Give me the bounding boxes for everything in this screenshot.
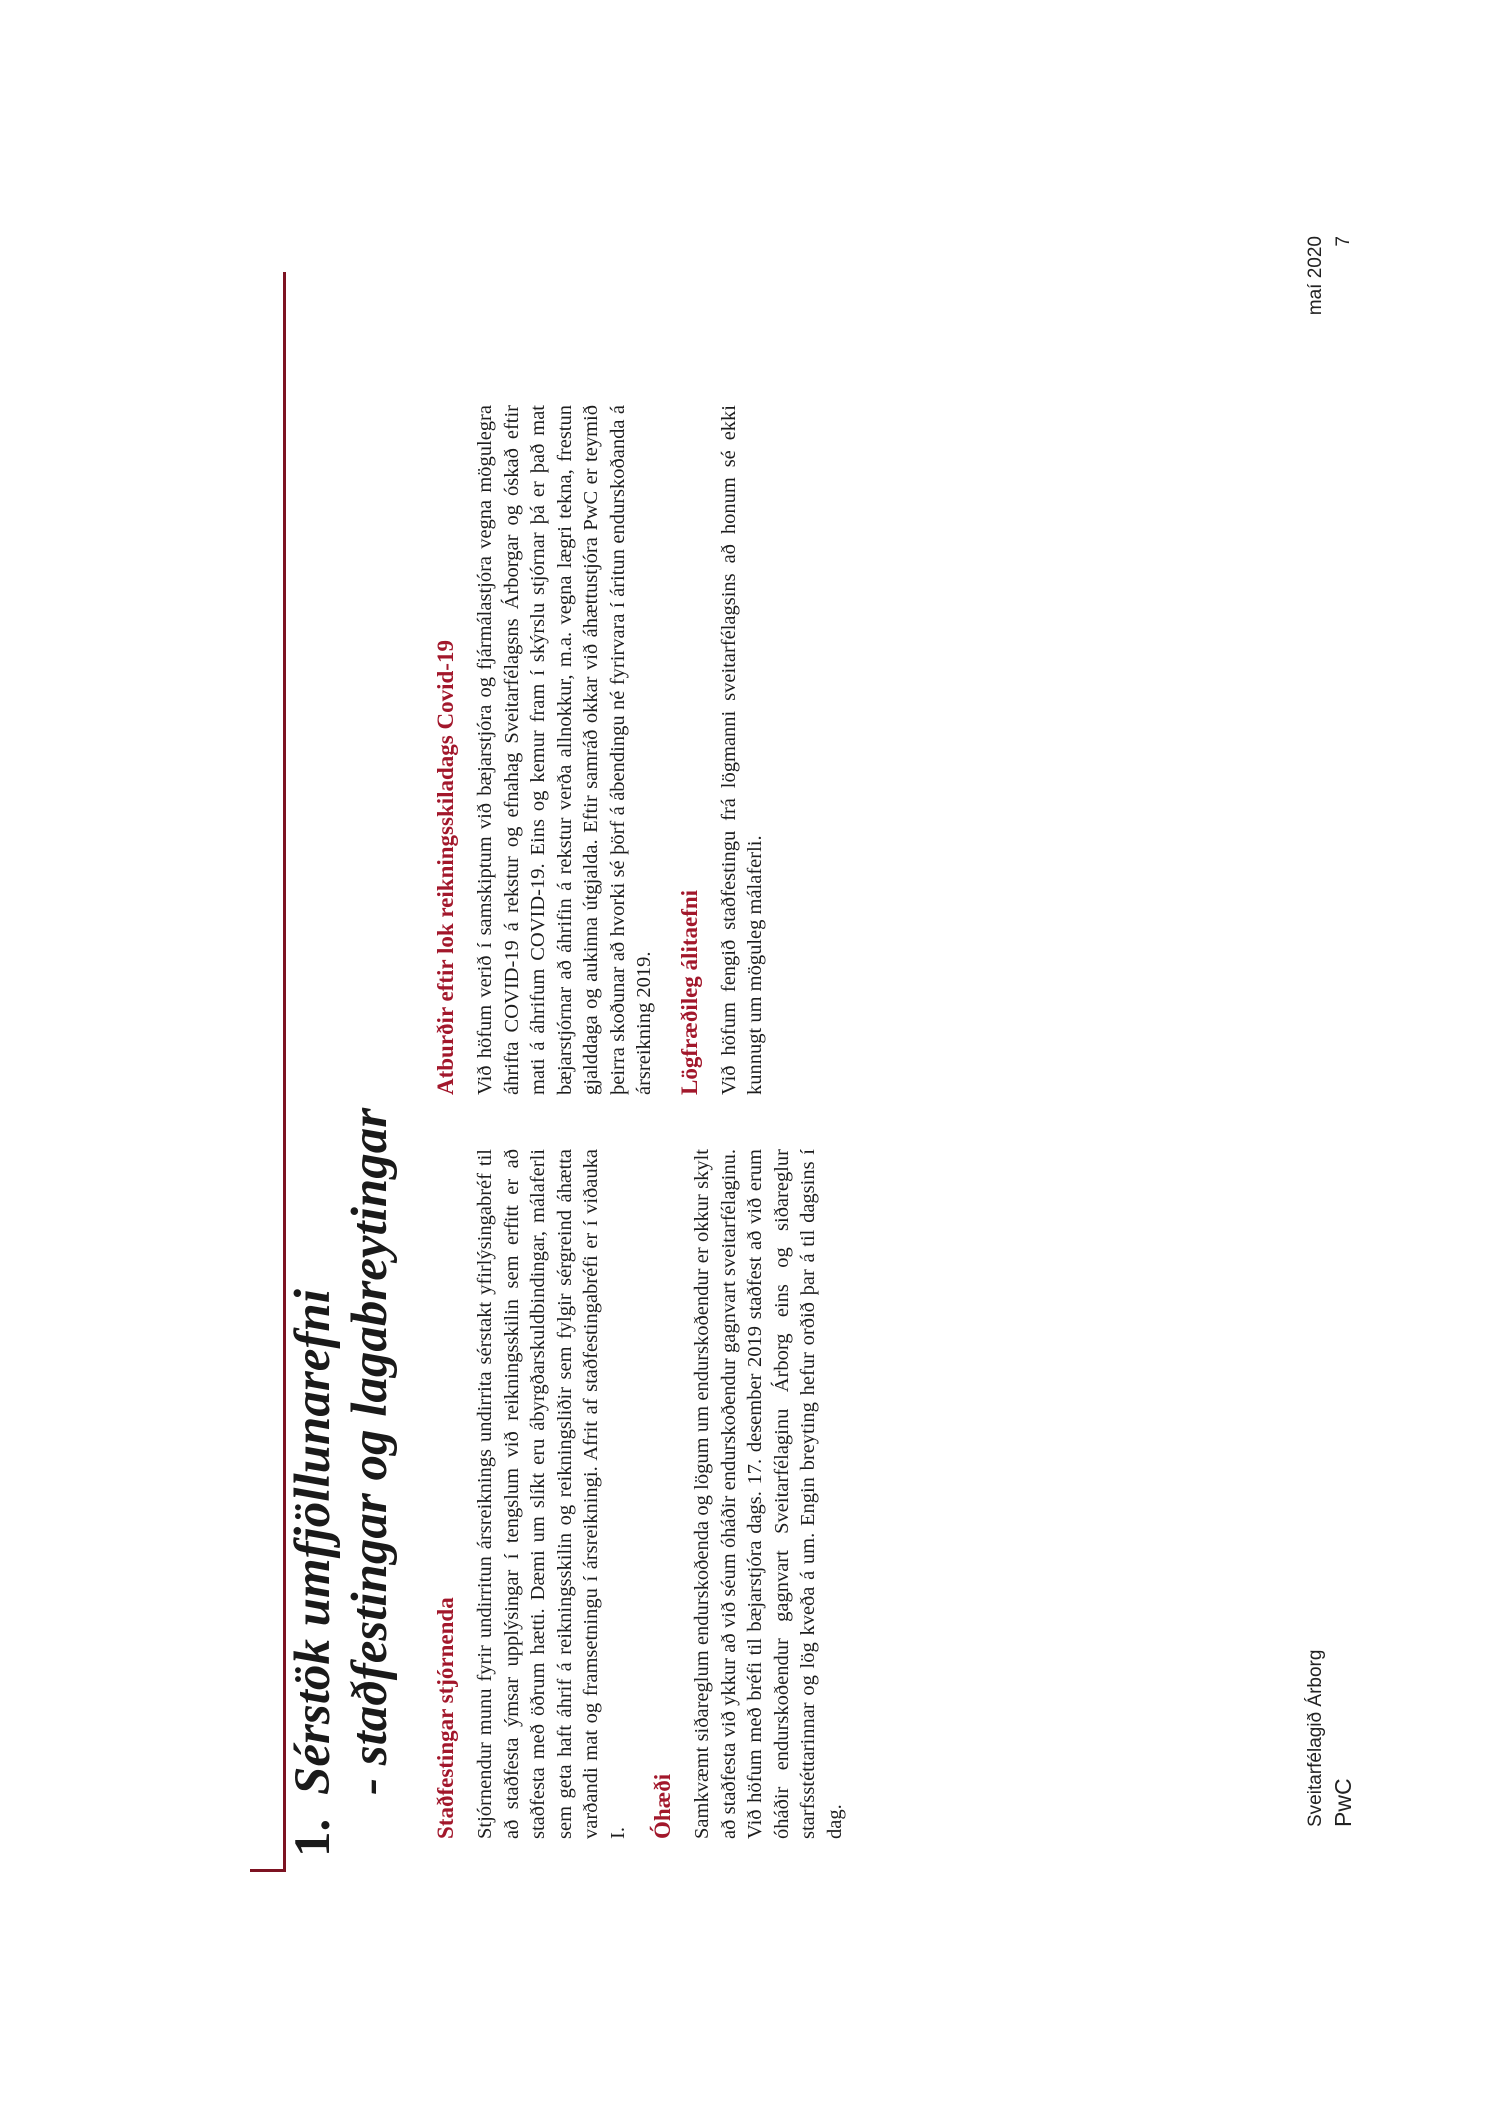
section-body-independence: Samkvæmt siðareglum endurskoðenda og lögum um endurskoðendur er okkur skylt að staðfesta við ykkur að við séum óháðir endurskoðendur gagnvart sveitarfélaginu. Við höfum með bréfi til bæjarstjóra dags. 17. desember 2019 staðfest að við erum óháðir endurskoðendur gagnvart Sveitarfélaginu Árborg eins og siðareglur starfsstéttarinnar og lög kveða á um. Engin breyting hefur orðið þar á til dagsins í dag. (691, 1149, 846, 1839)
section-heading-subsequent-events: Atburðir eftir lok reikningsskiladags Covid-19 (433, 640, 458, 1095)
left-column (432, 1149, 866, 1839)
section-body-legal-matters: Við höfum fengið staðfestingu frá lögmanni sveitarfélagsins að honum sé ekki kunnugt um möguleg málaferli. (717, 405, 766, 1095)
section-heading-legal-matters: Lögfræðileg álitaefni (676, 889, 702, 1095)
title-rule-vertical (250, 1869, 286, 1872)
footer-date: maí 2020 (1305, 236, 1326, 316)
page-title (285, 1108, 399, 1857)
footer-firm: PwC (1330, 1778, 1356, 1827)
page-number: 7 (1333, 236, 1354, 247)
section-heading-independence: Óhæði (650, 1773, 675, 1839)
footer-client: Sveitarfélagið Árborg (1305, 1649, 1326, 1827)
title-line-2: - staðfestingar og lagabreytingar (342, 1107, 398, 1795)
title-line-1: Sérstök umfjöllunarefni (285, 1289, 341, 1795)
right-column (432, 405, 787, 1095)
section-body-subsequent-events: Við höfum verið í samskiptum við bæjarstjóra og fjármálastjóra vegna mögulegra áhrifta COVID-19 á rekstur og efnahag Sveitarfélagsns Árborgar og óskað eftir mati á áhrifum COVID-19. Eins og kemur fram í skýrslu stjórnar þá er það mat bæjarstjórnar að áhrifin á rekstur verða allnokkur, m.a. vegna lægri tekna, frestun gjalddaga og aukinna útgjalda. Eftir samráð okkar við áhættustjóra PwC er teymið þeirra skoðunar að hvorki sé þörf á ábendingu né fyrirvara í áritun endurskoðanda á ársreikning 2019. (474, 405, 655, 1095)
section-heading-management-confirmations: Staðfestingar stjórnenda (433, 1597, 458, 1839)
title-number: 1. (285, 1818, 341, 1857)
section-body-management-confirmations: Stjórnendur munu fyrir undirritun ársreiknings undirrita sérstakt yfirlýsingabréf til að staðfesta ýmsar upplýsingar í tengslum við reikningsskilin sem erfitt er að staðfesta með öðrum hætti. Dæmi um slíkt eru ábyrgðarskuldbindingar, málaferli sem geta haft áhrif á reikningsskilin og reikningsliðir sem fylgir sérgreind áhætta varðandi mat og framsetningu í ársreikningi. Afrit af staðfestingabréfi er í viðauka I. (474, 1149, 629, 1839)
